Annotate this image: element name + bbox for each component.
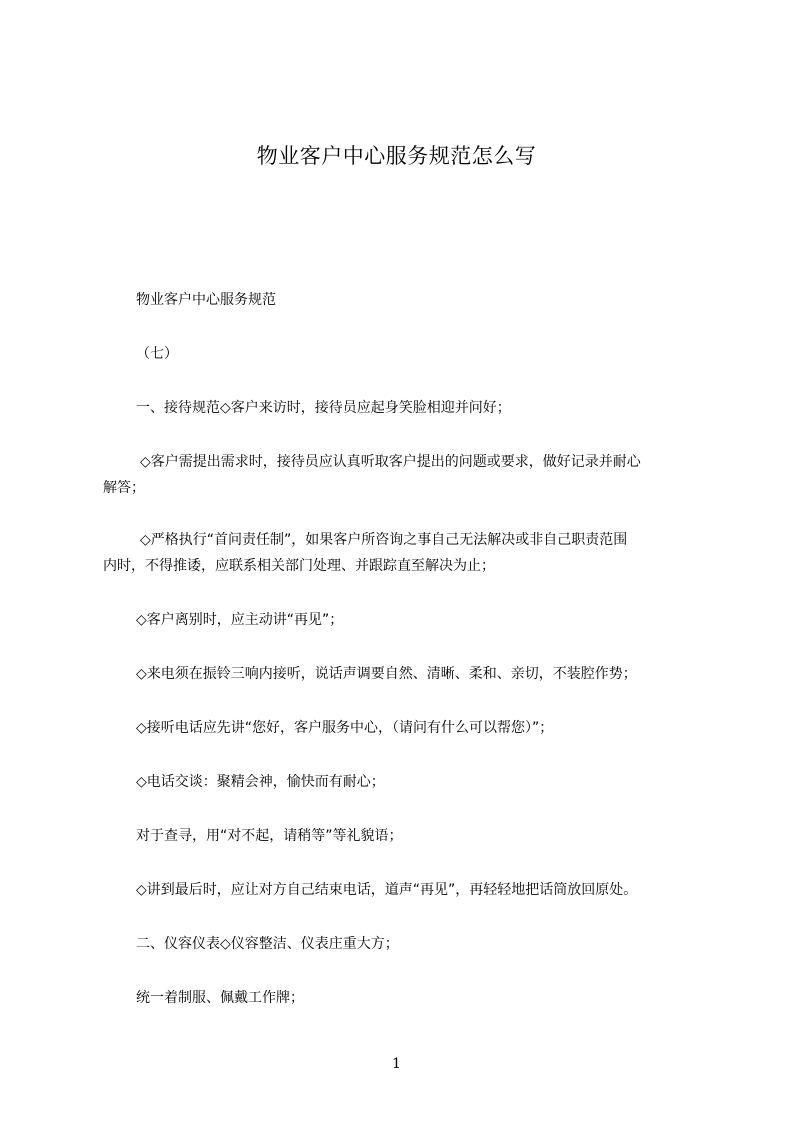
paragraph-line: 统一着制服、佩戴工作牌； [136,990,304,1006]
paragraph-11 [103,877,726,903]
paragraph-line: ◇客户需提出需求时，接待员应认真听取客户提出的问题或要求，做好记录并耐心 [140,454,641,470]
paragraph-line: 物业客户中心服务规范 [136,292,276,308]
paragraph-line: ◇客户离别时，应主动讲“再见”； [136,612,344,628]
paragraph-5 [103,527,693,579]
paragraph-line: 解答； [103,480,145,496]
page-number: 1 [392,1056,401,1072]
paragraph-7 [103,661,726,687]
paragraph-13 [103,985,726,1011]
paragraph-line: 二、仪容仪表◇仪容整洁、仪表庄重大方； [136,936,399,952]
paragraph-line: ◇电话交谈：聚精会神，愉快而有耐心； [136,774,385,790]
paragraph-8 [103,715,726,741]
paragraph-3 [103,395,726,421]
paragraph-line: 对于查寻，用“对不起，请稍等”等礼貌语； [136,828,403,844]
paragraph-line: 内时，不得推诿，应联系相关部门处理、并跟踪直至解决为止； [103,558,495,574]
document-title: 物业客户中心服务规范怎么写 [256,144,537,168]
paragraph-12 [103,931,726,957]
paragraph-line: ◇严格执行“首问责任制”，如果客户所咨询之事自己无法解决或非自己职责范围 [140,532,628,548]
paragraph-10 [103,823,726,849]
paragraph-line: 一、接待规范◇客户来访时，接待员应起身笑脸相迎并问好； [136,400,511,416]
paragraph-2 [103,341,726,367]
paragraph-line: ◇接听电话应先讲“您好，客户服务中心，（请问有什么可以帮您）”； [136,720,554,736]
paragraph-9 [103,769,726,795]
paragraph-4 [103,449,693,501]
paragraph-6 [103,607,726,633]
paragraph-line: ◇来电须在振铃三响内接听，说话声调要自然、清晰、柔和、亲切，不装腔作势； [136,666,637,682]
paragraph-line: （七） [136,346,178,362]
paragraph-line: ◇讲到最后时，应让对方自己结束电话，道声“再见”，再轻轻地把话筒放回原处。 [136,882,638,898]
paragraph-1 [103,287,726,313]
